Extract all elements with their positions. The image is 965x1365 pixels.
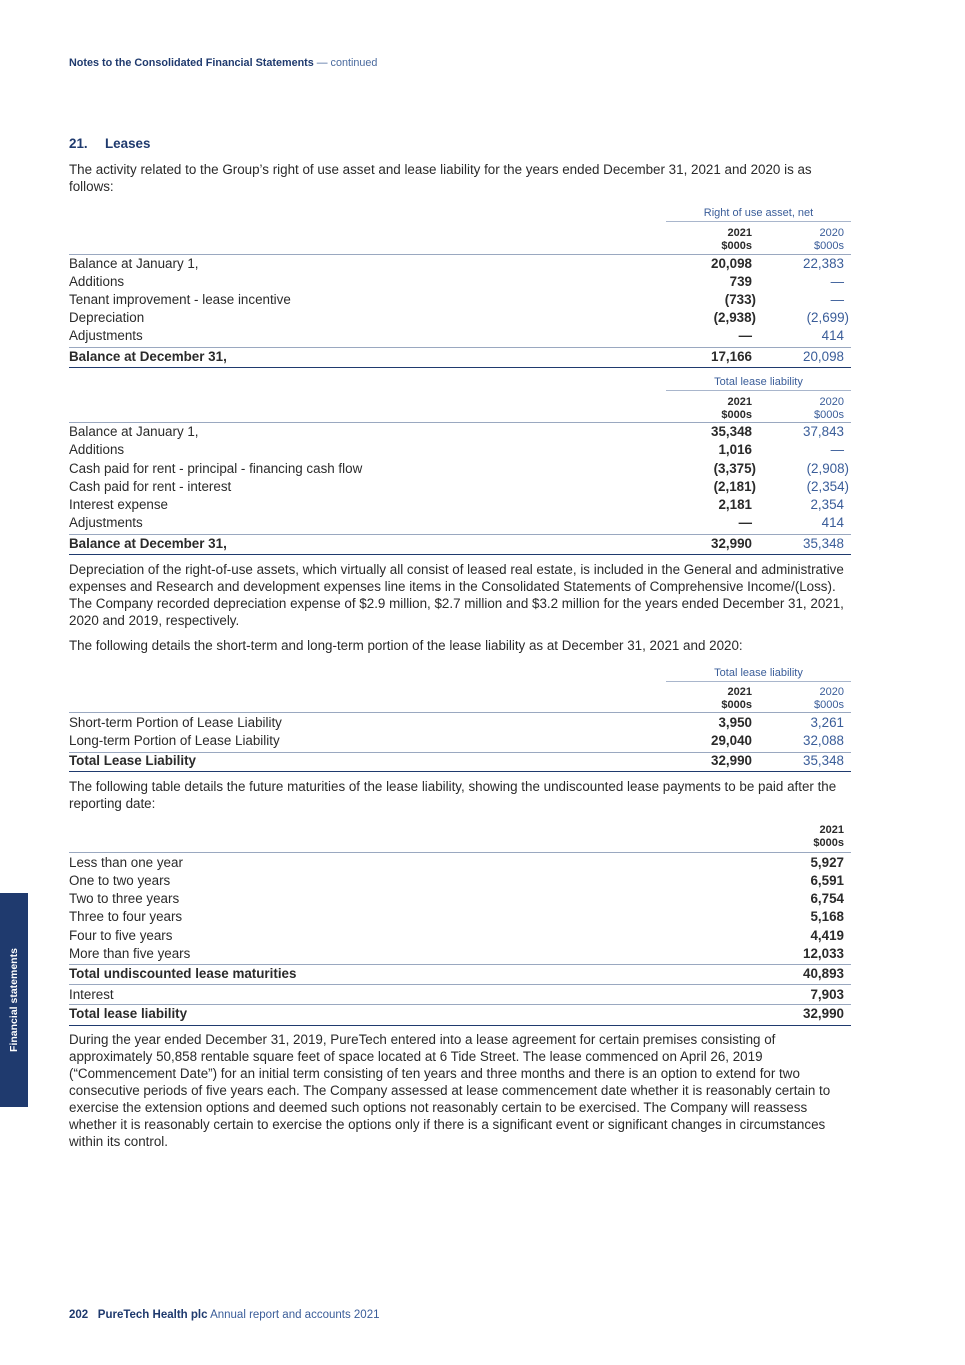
- value-2021: 6,591: [810, 873, 844, 888]
- value-2021: 17,166: [711, 349, 752, 364]
- value-2021: 2,181: [718, 497, 752, 512]
- col-unit: $000s: [814, 240, 844, 252]
- split-group-title: Total lease liability: [666, 667, 851, 682]
- table-row: [69, 291, 851, 309]
- col-year: 2020: [819, 686, 844, 698]
- split-col-2020: [814, 686, 844, 712]
- value-2020: 2,354: [810, 497, 844, 512]
- value-2021: 20,098: [711, 256, 752, 271]
- maturity-col-2021: [813, 824, 844, 850]
- value-2021: 5,927: [810, 855, 844, 870]
- page-footer: [69, 1309, 380, 1321]
- col-year: 2020: [819, 396, 844, 408]
- col-unit: $000s: [721, 699, 752, 711]
- value-2021: 32,990: [711, 753, 752, 768]
- row-label: Interest: [69, 987, 114, 1002]
- row-label: Total Lease Liability: [69, 753, 196, 768]
- liab-group-title: Total lease liability: [666, 376, 851, 391]
- page-number: 202: [69, 1309, 89, 1321]
- col-year: 2020: [819, 227, 844, 239]
- footer-company: PureTech Health plc: [97, 1309, 208, 1321]
- table-row: [69, 908, 851, 926]
- header-title: Notes to the Consolidated Financial Statements: [69, 57, 314, 69]
- row-label: Balance at January 1,: [69, 256, 199, 271]
- subtotal-row: [69, 965, 851, 983]
- agreement-paragraph: During the year ended December 31, 2019, PureTech entered into a lease agreement for certain premises consisting of approximately 50,858 rentable square feet of space located at 6 Tide Street. The lease commenced on April 26, 2019 (“Commencement Date”) for an initial term consisting of ten years and three months and there is an option to extend for two consecutive periods of five years each. The Company assessed at lease commencement date whether it is reasonably certain to exercise the extension options and deemed such options not reasonably certain to be exercised. The Company will reassess whether it is reasonably certain to exercise the options only if there is a significant event or significant changes in circumstances within its control.: [69, 1032, 831, 1149]
- table-row: [69, 890, 851, 908]
- col-unit: $000s: [721, 240, 752, 252]
- row-label: Total lease liability: [69, 1006, 188, 1021]
- col-year: 2021: [727, 227, 752, 239]
- table-row: [69, 327, 851, 345]
- col-year: 2021: [727, 686, 752, 698]
- split-col-2021: [721, 686, 752, 712]
- footer-doc: Annual report and accounts 2021: [210, 1309, 380, 1321]
- value-2021: —: [738, 515, 752, 530]
- header-rule: [69, 852, 851, 853]
- value-2021: (2,181): [713, 479, 756, 494]
- section-number: 21.: [69, 136, 88, 151]
- row-label: Less than one year: [69, 855, 183, 870]
- section-side-tab: [0, 893, 28, 1107]
- col-unit: $000s: [813, 837, 844, 849]
- row-label: Additions: [69, 442, 125, 457]
- value-2020: 3,261: [810, 715, 844, 730]
- value-2021: (3,375): [713, 461, 756, 476]
- table-row: [69, 460, 851, 478]
- row-label: Adjustments: [69, 515, 143, 530]
- total-row: [69, 752, 851, 770]
- bottom-rule: [69, 771, 851, 772]
- value-2021: —: [738, 328, 752, 343]
- header-rule: [69, 712, 851, 713]
- value-2021: 4,419: [810, 928, 844, 943]
- split-paragraph: The following details the short-term and long-term portion of the lease liability as at December 31, 2021 and 2020:: [69, 638, 743, 653]
- side-tab-label: Financial statements: [8, 948, 20, 1052]
- rou-group-title: Right of use asset, net: [666, 207, 851, 222]
- col-year: 2021: [819, 824, 844, 836]
- bottom-rule: [69, 554, 851, 555]
- value-2020: (2,908): [806, 461, 849, 476]
- row-label: Adjustments: [69, 328, 143, 343]
- row-label: Long-term Portion of Lease Liability: [69, 733, 280, 748]
- row-label: Depreciation: [69, 310, 145, 325]
- table-row: [69, 423, 851, 441]
- value-2021: 3,950: [718, 715, 752, 730]
- value-2021: 40,893: [803, 966, 844, 981]
- value-2020: 414: [821, 328, 844, 343]
- section-heading: [69, 136, 150, 151]
- total-row: [69, 1005, 851, 1023]
- value-2020: 32,088: [803, 733, 844, 748]
- table-row: [69, 927, 851, 945]
- value-2020: —: [830, 292, 844, 307]
- running-header: [69, 57, 377, 69]
- table-row: [69, 309, 851, 327]
- value-2020: 37,843: [803, 424, 844, 439]
- row-label: Additions: [69, 274, 125, 289]
- bottom-rule: [69, 1025, 851, 1026]
- value-2020: —: [830, 442, 844, 457]
- table-row: [69, 478, 851, 496]
- table-row: [69, 945, 851, 963]
- row-label: Interest expense: [69, 497, 169, 512]
- total-row: [69, 535, 851, 553]
- col-year: 2021: [727, 396, 752, 408]
- table-row: [69, 514, 851, 532]
- row-label: Balance at December 31,: [69, 349, 227, 364]
- intro-paragraph: The activity related to the Group’s right of use asset and lease liability for the years ended December 31, 2021 and 2020 is as follows:: [69, 162, 812, 194]
- value-2020: 414: [821, 515, 844, 530]
- liab-col-2021: [721, 396, 752, 422]
- table-row: [69, 732, 851, 750]
- row-label: Three to four years: [69, 909, 183, 924]
- row-label: Short-term Portion of Lease Liability: [69, 715, 282, 730]
- value-2021: 739: [729, 274, 752, 289]
- maturity-paragraph: The following table details the future maturities of the lease liability, showing the undiscounted lease payments to be paid after the reporting date:: [69, 779, 837, 811]
- value-2020: (2,699): [806, 310, 849, 325]
- col-unit: $000s: [721, 409, 752, 421]
- interest-row: [69, 986, 851, 1004]
- value-2021: 12,033: [803, 946, 844, 961]
- value-2021: 6,754: [810, 891, 844, 906]
- value-2021: 5,168: [810, 909, 844, 924]
- depreciation-paragraph: Depreciation of the right-of-use assets, which virtually all consist of leased real estate, is included in the General and administrative expenses and Research and development expenses line items in the Consolidated Statements of Comprehensive Income/(Loss). The Company recorded depreciation expense of $2.9 million, $2.7 million and $3.2 million for the years ended December 31, 2021, 2020 and 2019, respectively.: [69, 562, 844, 628]
- row-label: Balance at December 31,: [69, 536, 227, 551]
- value-2021: (733): [724, 292, 756, 307]
- value-2021: 7,903: [810, 987, 844, 1002]
- section-title: Leases: [105, 136, 151, 151]
- value-2021: 32,990: [711, 536, 752, 551]
- table-row: [69, 441, 851, 459]
- header-suffix: — continued: [316, 57, 378, 69]
- value-2020: 20,098: [803, 349, 844, 364]
- row-label: More than five years: [69, 946, 191, 961]
- value-2021: 29,040: [711, 733, 752, 748]
- row-label: Total undiscounted lease maturities: [69, 966, 297, 981]
- value-2020: 35,348: [803, 536, 844, 551]
- value-2021: 1,016: [718, 442, 752, 457]
- col-unit: $000s: [814, 699, 844, 711]
- row-label: One to two years: [69, 873, 171, 888]
- liab-col-2020: [814, 396, 844, 422]
- value-2020: 22,383: [803, 256, 844, 271]
- interest-rule: [69, 984, 851, 985]
- table-row: [69, 872, 851, 890]
- row-label: Cash paid for rent - interest: [69, 479, 232, 494]
- table-row: [69, 496, 851, 514]
- value-2021: (2,938): [713, 310, 756, 325]
- row-label: Tenant improvement - lease incentive: [69, 292, 291, 307]
- row-label: Four to five years: [69, 928, 173, 943]
- total-row: [69, 348, 851, 366]
- value-2020: —: [830, 274, 844, 289]
- value-2020: 35,348: [803, 753, 844, 768]
- row-label: Balance at January 1,: [69, 424, 199, 439]
- row-label: Cash paid for rent - principal - financing cash flow: [69, 461, 363, 476]
- col-unit: $000s: [814, 409, 844, 421]
- table-row: [69, 273, 851, 291]
- table-row: [69, 854, 851, 872]
- value-2021: 35,348: [711, 424, 752, 439]
- bottom-rule: [69, 367, 851, 368]
- rou-col-2021: [721, 227, 752, 253]
- rou-col-2020: [814, 227, 844, 253]
- row-label: Two to three years: [69, 891, 180, 906]
- value-2021: 32,990: [803, 1006, 844, 1021]
- value-2020: (2,354): [806, 479, 849, 494]
- table-row: [69, 714, 851, 732]
- table-row: [69, 255, 851, 273]
